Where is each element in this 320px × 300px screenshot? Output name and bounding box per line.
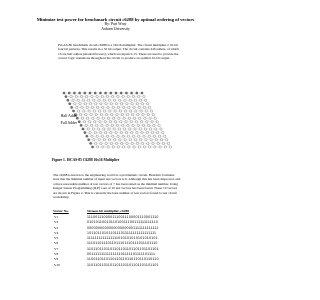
table-header-vector: Vector No. xyxy=(53,209,69,213)
full-adder-node xyxy=(142,113,144,115)
full-adder-node xyxy=(97,146,99,148)
full-adder-node xyxy=(95,103,97,105)
full-adder-node xyxy=(162,142,164,144)
full-adder-node xyxy=(125,121,127,123)
full-adder-node xyxy=(118,117,120,119)
full-adder-node xyxy=(113,99,115,101)
affiliation-line: Auburn University xyxy=(101,27,130,31)
full-adder-node xyxy=(147,142,149,144)
full-adder-node xyxy=(105,103,107,105)
full-adder-node xyxy=(122,106,124,108)
full-adder-node xyxy=(94,131,96,133)
table-body xyxy=(53,215,193,268)
full-adder-node xyxy=(132,95,134,97)
full-adder-node xyxy=(121,142,123,144)
full-adder-node xyxy=(143,146,145,148)
full-adder-node xyxy=(141,103,143,105)
full-adder-node xyxy=(159,146,161,148)
half-adder-node xyxy=(69,103,71,105)
full-adder-node xyxy=(148,135,150,137)
full-adder-node xyxy=(140,121,142,123)
full-adder-node xyxy=(148,106,150,108)
full-adder-node xyxy=(112,146,114,148)
full-adder-node xyxy=(162,131,164,133)
vector-bits: 1101101101101101101101101101101101 xyxy=(87,262,159,267)
legend-full-label: Full Adder xyxy=(60,121,77,125)
full-adder-node xyxy=(134,139,136,141)
full-adder-node xyxy=(76,106,78,108)
full-adder-node xyxy=(141,142,143,144)
full-adder-node xyxy=(104,110,106,112)
legend-half-adder xyxy=(56,114,96,119)
full-adder-node xyxy=(116,113,118,115)
full-adder-node xyxy=(108,139,110,141)
full-adder-node xyxy=(83,110,85,112)
full-adder-node xyxy=(145,99,147,101)
full-adder-node xyxy=(124,99,126,101)
full-adder-node xyxy=(125,131,127,133)
full-adder-node xyxy=(112,106,114,108)
full-adder-node xyxy=(100,103,102,105)
vector-bits: 0101011001011010011100111111111110 xyxy=(87,220,159,225)
full-adder-node xyxy=(123,146,125,148)
full-adder-node xyxy=(146,131,148,133)
full-adder-node xyxy=(133,106,135,108)
full-adder-node xyxy=(139,117,141,119)
full-adder-node xyxy=(129,128,131,130)
full-adder-node xyxy=(111,124,113,126)
full-adder-node xyxy=(86,106,88,108)
vector-bits: 1110110111011011101110111011101110 xyxy=(87,241,158,246)
full-adder-node xyxy=(127,124,129,126)
vector-label: V3 xyxy=(54,225,59,230)
full-adder-node xyxy=(101,95,103,97)
full-adder-node xyxy=(149,117,151,119)
full-adder-node xyxy=(87,128,89,130)
full-adder-node xyxy=(87,99,89,101)
full-adder-node xyxy=(123,128,125,130)
full-adder-node xyxy=(164,135,166,137)
full-adder-node xyxy=(72,99,74,101)
half-adder-node xyxy=(70,106,72,108)
full-adder-node xyxy=(80,95,82,97)
full-adder-node xyxy=(152,142,154,144)
vector-table xyxy=(53,209,193,268)
half-adder-node xyxy=(73,92,75,94)
full-adder-node xyxy=(91,95,93,97)
half-adder-node xyxy=(86,135,88,137)
full-adder-node xyxy=(155,128,157,130)
full-adder-node xyxy=(129,99,131,101)
full-adder-node xyxy=(143,135,145,137)
full-adder-node xyxy=(126,103,128,105)
vector-bits: 1100110110110110110110110110110110 xyxy=(87,257,159,262)
full-adder-node xyxy=(126,142,128,144)
full-adder-node xyxy=(117,146,119,148)
full-adder-node xyxy=(103,99,105,101)
full-adder-node xyxy=(77,99,79,101)
full-adder-node xyxy=(131,113,133,115)
full-adder-node xyxy=(108,99,110,101)
half-adder-node xyxy=(72,110,74,112)
full-adder-node xyxy=(151,121,153,123)
body-paragraph: The c6288 is known to the engineering world as a problematic circuit. Heuristic formulas state that the minimal number of input test vectors is 6. Although this has been disproved, and a more reasonable number of test vectors of 7 has been stated as the minimal number. Using Integer Linear Programming (ILP) a set of 10 test vectors has been found. These 10 vectors are shown in Figure 2. This is currently the least number of test vectors found to test circuit workability. xyxy=(53,173,181,200)
full-adder-node xyxy=(75,95,77,97)
full-adder-node xyxy=(136,142,138,144)
vector-label: V8 xyxy=(54,252,59,257)
full-adder-node xyxy=(106,124,108,126)
full-adder-node xyxy=(129,139,131,141)
full-adder-node xyxy=(89,131,91,133)
full-adder-node xyxy=(138,106,140,108)
vector-bits: 0011111111111111101111101111101111 xyxy=(87,252,156,257)
full-adder-node xyxy=(92,128,94,130)
full-adder-node xyxy=(134,99,136,101)
full-adder-node xyxy=(150,110,152,112)
abstract-paragraph: ISCAS-85 benchmark circuit c6288 is a 16x16 multiplier. The circuit multiplies 2 16-bit four bit patterns. This results in a 32 bit output. The circuit contains 240 adders, of which 16 are half adders (shaded flowers), which are inputs 0-15. These are used to provide the correct logic transitions throughout the circuit to produce an optimal 32-bit output. xyxy=(58,43,179,61)
full-adder-node xyxy=(150,139,152,141)
full-adder-node xyxy=(131,103,133,105)
half-adder-node xyxy=(89,142,91,144)
full-adder-node xyxy=(97,128,99,130)
full-adder-node xyxy=(109,110,111,112)
full-adder-node xyxy=(91,106,93,108)
full-adder-node xyxy=(136,103,138,105)
full-adder-node xyxy=(155,139,157,141)
full-adder-node xyxy=(147,103,149,105)
full-adder-node xyxy=(82,99,84,101)
half-adder-node xyxy=(89,92,91,94)
full-adder-node xyxy=(128,117,130,119)
figure-caption: Figure 1. ISCAS-85 C6288 16x16 Multiplier xyxy=(52,158,120,162)
full-adder-node xyxy=(95,142,97,144)
vector-label: V2 xyxy=(54,220,59,225)
full-adder-node xyxy=(127,135,129,137)
full-adder-node xyxy=(132,135,134,137)
full-adder-node xyxy=(110,131,112,133)
full-adder-node xyxy=(169,146,171,148)
full-adder-node xyxy=(105,131,107,133)
full-adder-node xyxy=(103,139,105,141)
full-adder-node xyxy=(148,124,150,126)
full-adder-node xyxy=(114,121,116,123)
full-adder-node xyxy=(100,142,102,144)
full-adder-node xyxy=(96,106,98,108)
half-adder-node xyxy=(130,92,132,94)
full-adder-node xyxy=(106,135,108,137)
full-adder-node xyxy=(140,110,142,112)
full-adder-node xyxy=(99,121,101,123)
full-adder-node xyxy=(120,131,122,133)
full-adder-node xyxy=(116,124,118,126)
full-adder-node xyxy=(99,131,101,133)
full-adder-node xyxy=(122,95,124,97)
full-adder-node xyxy=(101,135,103,137)
half-adder-node xyxy=(63,92,65,94)
shaded-circle-icon xyxy=(56,115,59,118)
full-adder-node xyxy=(158,124,160,126)
full-adder-node xyxy=(154,146,156,148)
full-adder-node xyxy=(115,142,117,144)
half-adder-node xyxy=(65,95,67,97)
full-adder-node xyxy=(119,99,121,101)
full-adder-node xyxy=(117,135,119,137)
full-adder-node xyxy=(153,135,155,137)
full-adder-node xyxy=(123,117,125,119)
full-adder-node xyxy=(157,131,159,133)
full-adder-node xyxy=(133,146,135,148)
vector-bits: 1011011010110111011111111111111111 xyxy=(87,230,157,235)
full-adder-node xyxy=(135,121,137,123)
full-adder-node xyxy=(105,142,107,144)
full-adder-node xyxy=(70,95,72,97)
full-adder-node xyxy=(112,135,114,137)
full-adder-node xyxy=(98,110,100,112)
legend-full-adder xyxy=(56,121,96,126)
full-adder-node xyxy=(86,95,88,97)
vector-label: V4 xyxy=(54,230,59,235)
full-adder-node xyxy=(138,95,140,97)
full-adder-node xyxy=(144,128,146,130)
half-adder-node xyxy=(120,92,122,94)
full-adder-node xyxy=(110,142,112,144)
full-adder-node xyxy=(121,103,123,105)
full-adder-node xyxy=(93,99,95,101)
full-adder-node xyxy=(158,135,160,137)
full-adder-node xyxy=(131,142,133,144)
half-adder-node xyxy=(94,92,96,94)
full-adder-node xyxy=(153,124,155,126)
full-adder-node xyxy=(137,124,139,126)
full-adder-node xyxy=(105,113,107,115)
half-adder-node xyxy=(136,92,138,94)
half-adder-node xyxy=(84,92,86,94)
full-adder-node xyxy=(141,131,143,133)
half-adder-node xyxy=(84,131,86,133)
full-adder-node xyxy=(145,139,147,141)
vector-label: V1 xyxy=(54,215,59,219)
full-adder-node xyxy=(107,106,109,108)
full-adder-node xyxy=(110,103,112,105)
half-adder-node xyxy=(99,92,101,94)
full-adder-node xyxy=(122,135,124,137)
full-adder-node xyxy=(114,139,116,141)
full-adder-node xyxy=(93,139,95,141)
half-adder-node xyxy=(104,92,106,94)
full-adder-node xyxy=(79,103,81,105)
full-adder-node xyxy=(98,99,100,101)
full-adder-node xyxy=(128,106,130,108)
vector-bits: 1111111111111111010101010101010101 xyxy=(87,236,158,241)
full-adder-node xyxy=(98,139,100,141)
full-adder-node xyxy=(102,146,104,148)
half-adder-node xyxy=(82,128,84,130)
full-adder-node xyxy=(136,131,138,133)
full-adder-node xyxy=(102,117,104,119)
full-adder-node xyxy=(151,131,153,133)
full-adder-node xyxy=(149,128,151,130)
full-adder-node xyxy=(149,146,151,148)
open-circle-icon xyxy=(56,122,59,125)
full-adder-node xyxy=(164,146,166,148)
full-adder-node xyxy=(114,110,116,112)
full-adder-node xyxy=(97,117,99,119)
full-adder-node xyxy=(100,113,102,115)
full-adder-node xyxy=(146,121,148,123)
full-adder-node xyxy=(118,128,120,130)
full-adder-node xyxy=(115,103,117,105)
full-adder-node xyxy=(166,139,168,141)
full-adder-node xyxy=(138,146,140,148)
full-adder-node xyxy=(139,99,141,101)
full-adder-node xyxy=(143,95,145,97)
full-adder-node xyxy=(119,139,121,141)
full-adder-node xyxy=(122,124,124,126)
full-adder-node xyxy=(88,110,90,112)
full-adder-node xyxy=(112,95,114,97)
full-adder-node xyxy=(107,117,109,119)
full-adder-node xyxy=(78,110,80,112)
full-adder-node xyxy=(127,95,129,97)
full-adder-node xyxy=(132,124,134,126)
half-adder-node xyxy=(78,92,80,94)
full-adder-node xyxy=(93,110,95,112)
vector-label: V10 xyxy=(54,262,61,267)
full-adder-node xyxy=(113,117,115,119)
full-adder-node xyxy=(133,117,135,119)
full-adder-node xyxy=(103,128,105,130)
full-adder-node xyxy=(135,110,137,112)
full-adder-node xyxy=(107,146,109,148)
full-adder-node xyxy=(167,142,169,144)
full-adder-node xyxy=(154,117,156,119)
full-adder-node xyxy=(117,106,119,108)
full-adder-node xyxy=(104,121,106,123)
half-adder-node xyxy=(141,92,143,94)
full-adder-node xyxy=(160,128,162,130)
full-adder-node xyxy=(128,146,130,148)
full-adder-node xyxy=(134,128,136,130)
half-adder-node xyxy=(68,92,70,94)
full-adder-node xyxy=(130,121,132,123)
full-adder-node xyxy=(115,131,117,133)
full-adder-node xyxy=(131,131,133,133)
vector-bits: 1110011100001110011100001110001110 xyxy=(87,215,159,219)
full-adder-node xyxy=(96,95,98,97)
legend-half-label: Half Adder xyxy=(60,114,78,118)
full-adder-node xyxy=(101,124,103,126)
half-adder-node xyxy=(88,139,90,141)
full-adder-node xyxy=(138,135,140,137)
full-adder-node xyxy=(126,113,128,115)
full-adder-node xyxy=(89,103,91,105)
full-adder-node xyxy=(102,106,104,108)
full-adder-node xyxy=(157,142,159,144)
half-adder-node xyxy=(115,92,117,94)
full-adder-node xyxy=(160,139,162,141)
vector-label: V9 xyxy=(54,257,59,262)
full-adder-node xyxy=(117,95,119,97)
full-adder-node xyxy=(140,139,142,141)
full-adder-node xyxy=(130,110,132,112)
table-row xyxy=(53,263,193,268)
full-adder-node xyxy=(96,135,98,137)
full-adder-node xyxy=(81,106,83,108)
full-adder-node xyxy=(139,128,141,130)
full-adder-node xyxy=(142,124,144,126)
half-adder-node xyxy=(125,92,127,94)
full-adder-node xyxy=(137,113,139,115)
paper-title: Minimize test power for benchmark circuit c6288 by optimal ordering of vectors xyxy=(36,17,195,22)
full-adder-node xyxy=(124,110,126,112)
full-adder-node xyxy=(145,110,147,112)
full-adder-node xyxy=(113,128,115,130)
full-adder-node xyxy=(120,121,122,123)
full-adder-node xyxy=(144,117,146,119)
full-adder-node xyxy=(119,110,121,112)
full-adder-node xyxy=(74,103,76,105)
vector-label: V6 xyxy=(54,241,59,246)
full-adder-node xyxy=(156,121,158,123)
full-adder-node xyxy=(121,113,123,115)
full-adder-node xyxy=(91,135,93,137)
full-adder-node xyxy=(124,139,126,141)
full-adder-node xyxy=(109,121,111,123)
full-adder-node xyxy=(106,95,108,97)
full-adder-node xyxy=(84,103,86,105)
full-adder-node xyxy=(108,128,110,130)
author-line: By: Puri Wray xyxy=(104,22,127,26)
half-adder-node xyxy=(67,99,69,101)
vector-bits: 1101101101101101101101101101101101 xyxy=(87,246,159,251)
full-adder-node xyxy=(147,113,149,115)
vector-label: V7 xyxy=(54,246,59,251)
full-adder-node xyxy=(152,113,154,115)
half-adder-node xyxy=(91,146,93,148)
vector-label: V5 xyxy=(54,236,59,241)
full-adder-node xyxy=(111,113,113,115)
vector-bits: 0000000000000000000001111111111111 xyxy=(87,225,159,230)
table-header-bits: Sixteen-bit multiplier, c6288 xyxy=(87,209,129,213)
full-adder-node xyxy=(143,106,145,108)
half-adder-node xyxy=(110,92,112,94)
